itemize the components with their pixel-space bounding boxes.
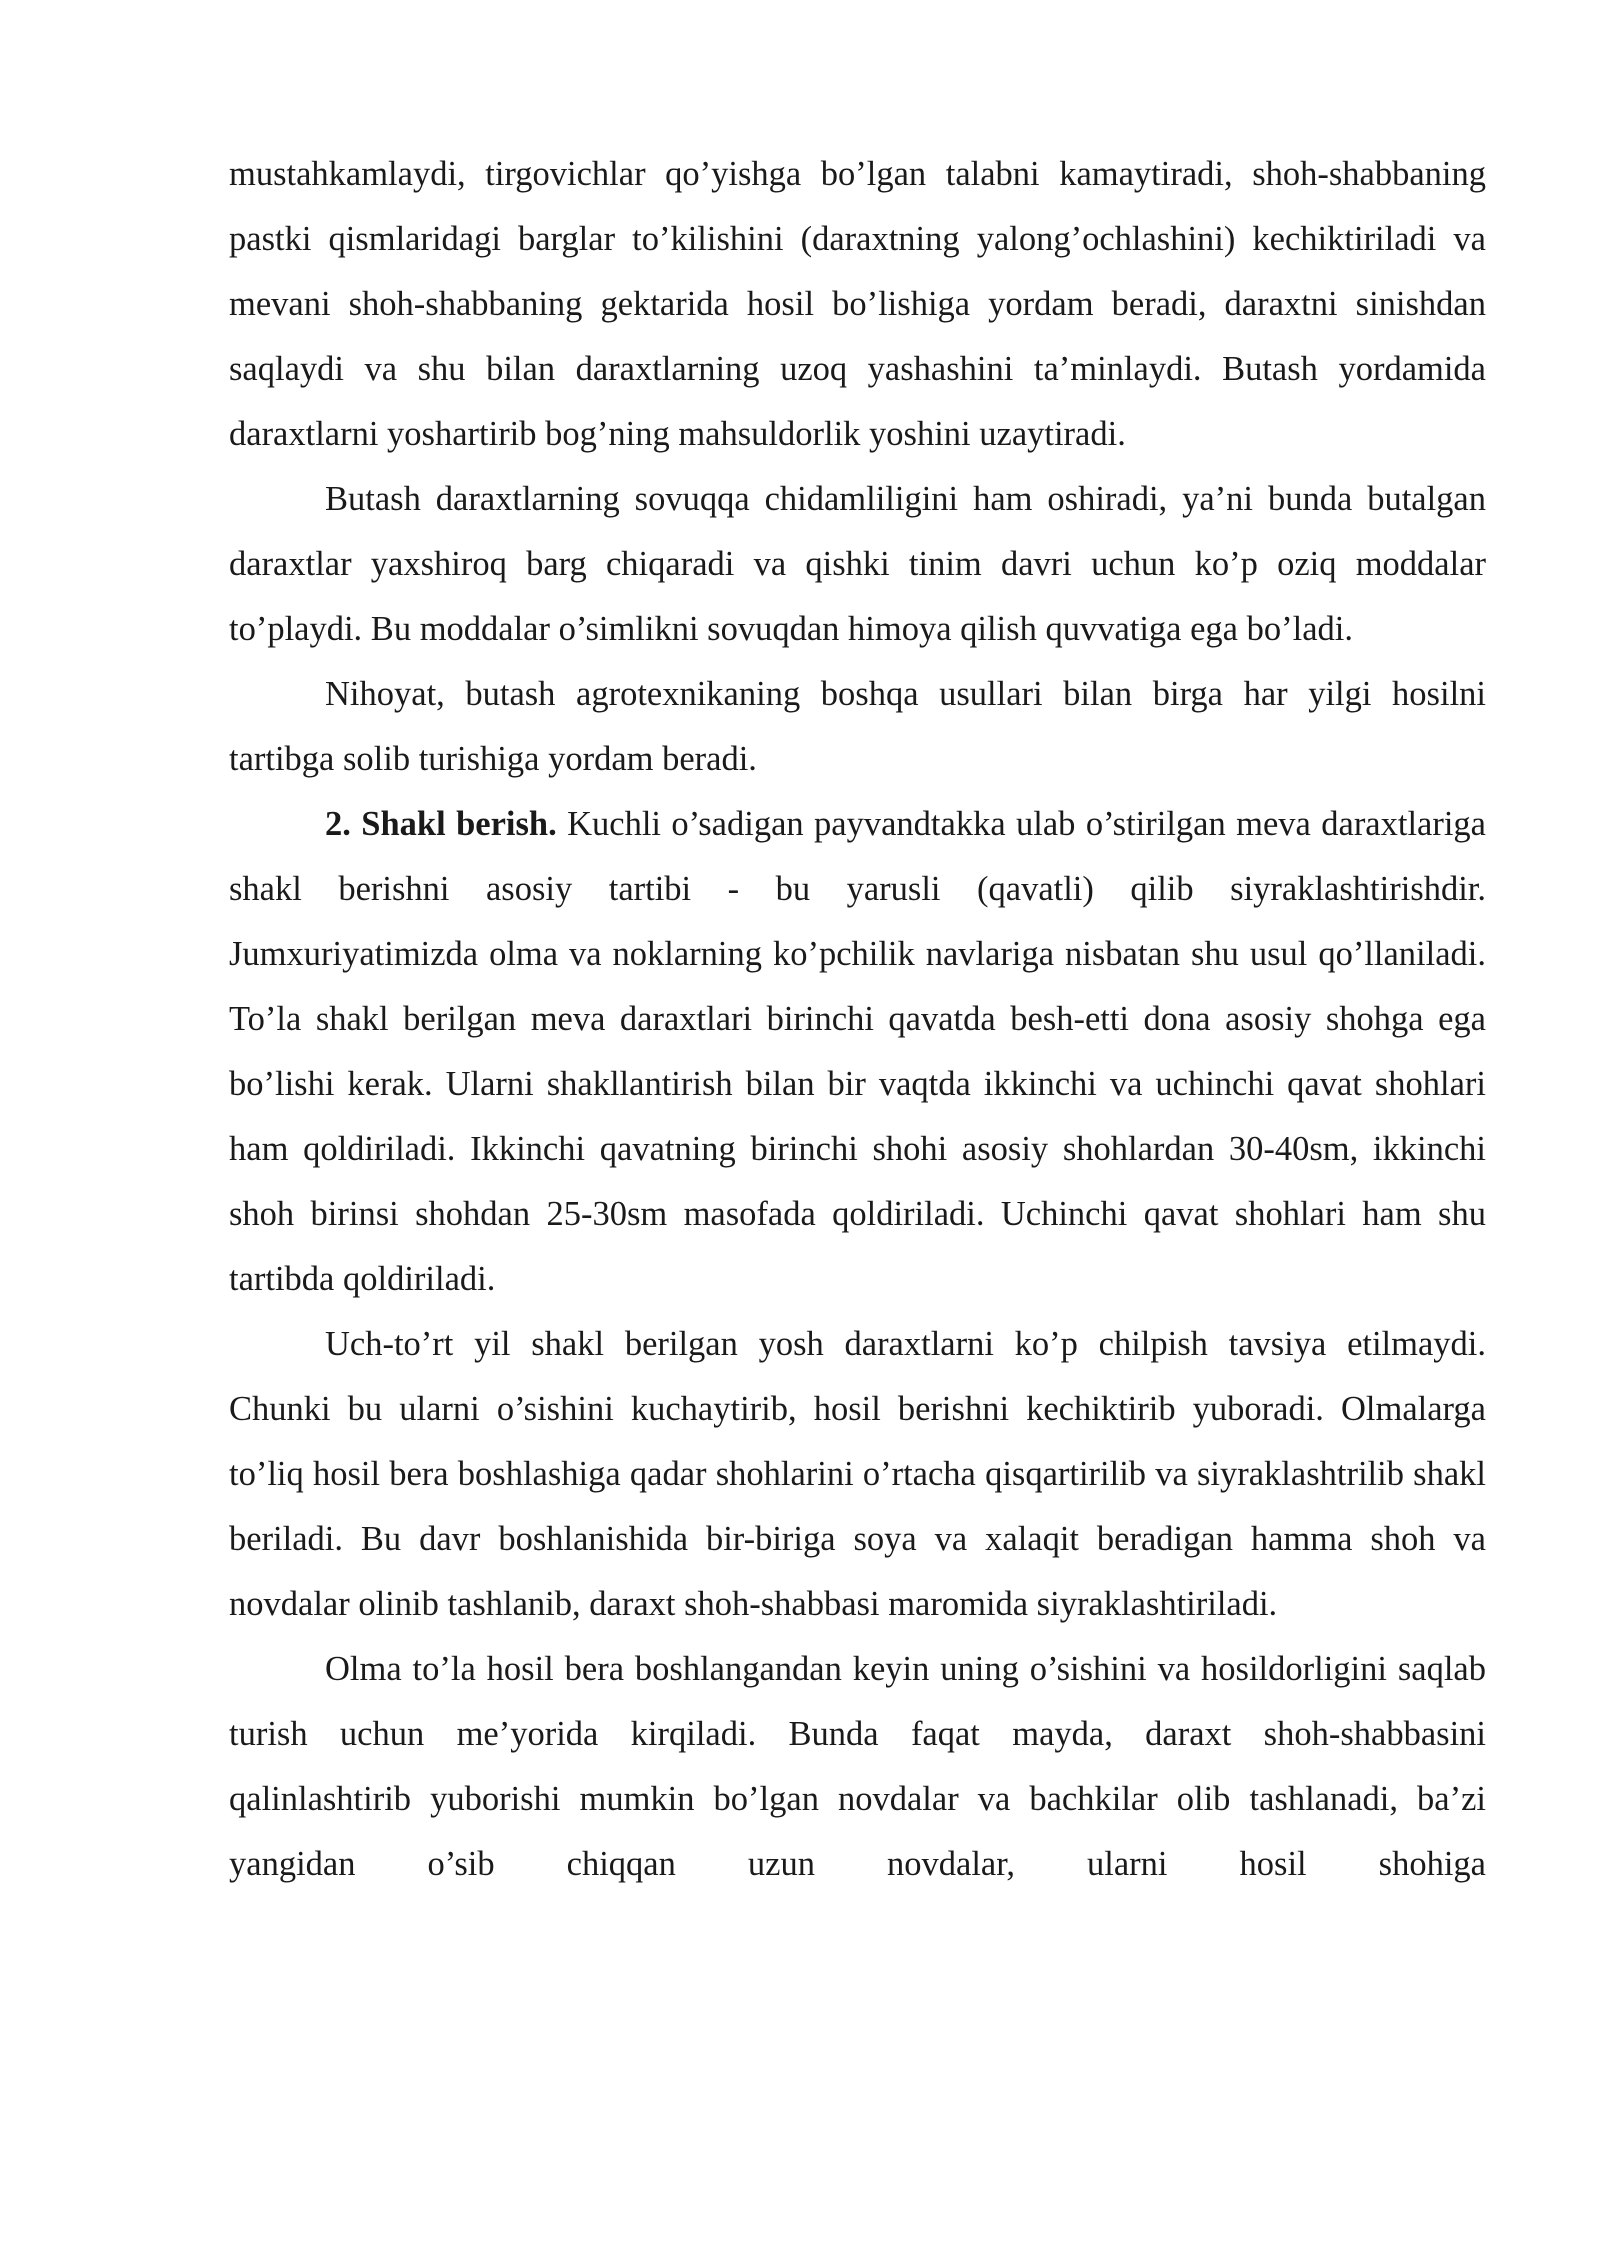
paragraph: Olma to’la hosil bera boshlangandan keyin uning o’sishini va hosildorligini saqlab turish uchun me’yorida kirqiladi. Bunda faqat mayda, daraxt shoh-shabbasini qalinlashtirib yuborishi mumkin bo’lgan novdalar va bachkilar olib tashlanadi, ba’zi yangidan o’sib chiqqan uzun novdalar, ularni hosil shohiga (229, 1650, 1486, 1883)
section-heading: 2. Shakl berish. (325, 805, 557, 843)
paragraph: Uch-to’rt yil shakl berilgan yosh daraxtlarni ko’p chilpish tavsiya etilmaydi. Chunki bu ularni o’sishini kuchaytirib, hosil berishni kechiktirib yuboradi. Olmalarga to’liq hosil bera boshlashiga qadar shohlarini o’rtacha qisqartirilib va siyraklashtrilib shakl beriladi. Bu davr boshlanishida bir-biriga soya va xalaqit beradigan hamma shoh va novdalar olinib tashlanib, daraxt shoh-shabbasi maromida siyraklashtiriladi. (229, 1325, 1486, 1623)
paragraph: mustahkamlaydi, tirgovichlar qo’yishga bo’lgan talabni kamaytiradi, shoh-shabbaning pastki qismlaridagi barglar to’kilishini (daraxtning yalong’ochlashini) kechiktiriladi va mevani shoh-shabbaning gektarida hosil bo’lishiga yordam beradi, daraxtni sinishdan saqlaydi va shu bilan daraxtlarning uzoq yashashini ta’minlaydi. Butash yordamida daraxtlarni yoshartirib bog’ning mahsuldorlik yoshini uzaytiradi. (229, 155, 1486, 453)
paragraph (229, 792, 1486, 1312)
document-page (229, 142, 1486, 1897)
paragraph: Nihoyat, butash agrotexnikaning boshqa usullari bilan birga har yilgi hosilni tartibga solib turishiga yordam beradi. (229, 675, 1486, 778)
paragraph: Butash daraxtlarning sovuqqa chidamliligini ham oshiradi, ya’ni bunda butalgan daraxtlar yaxshiroq barg chiqaradi va qishki tinim davri uchun ko’p oziq moddalar to’playdi. Bu moddalar o’simlikni sovuqdan himoya qilish quvvatiga ega bo’ladi. (229, 480, 1486, 648)
paragraph-body: Kuchli o’sadigan payvandtakka ulab o’stirilgan meva daraxtlariga shakl berishni asosiy tartibi - bu yarusli (qavatli) qilib siyraklashtirishdir. Jumxuriyatimizda olma va noklarning ko’pchilik navlariga nisbatan shu usul qo’llaniladi. To’la shakl berilgan meva daraxtlari birinchi qavatda besh-etti dona asosiy shohga ega bo’lishi kerak. Ularni shakllantirish bilan bir vaqtda ikkinchi va uchinchi qavat shohlari ham qoldiriladi. Ikkinchi qavatning birinchi shohi asosiy shohlardan 30-40sm, ikkinchi shoh birinsi shohdan 25-30sm masofada qoldiriladi. Uchinchi qavat shohlari ham shu tartibda qoldiriladi. (229, 805, 1486, 1298)
